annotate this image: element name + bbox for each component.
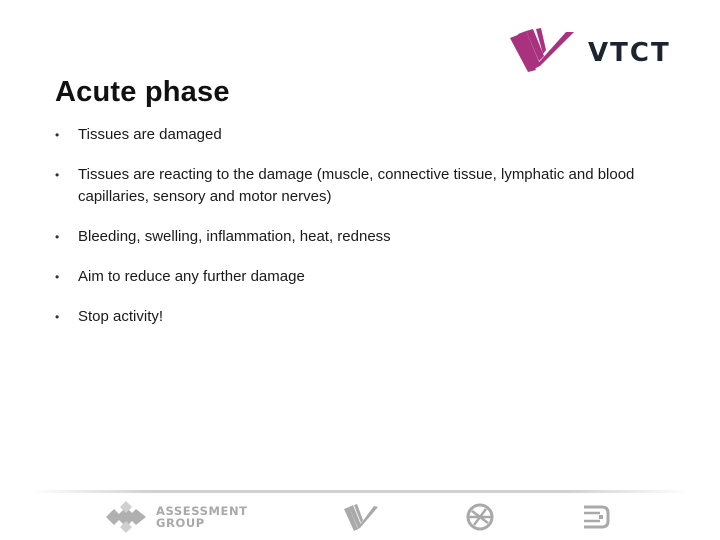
bullet-mark: • <box>55 128 60 142</box>
assessment-group-name <box>156 505 248 529</box>
bullet-item <box>55 124 665 146</box>
bullet-item <box>55 226 665 248</box>
assessment-group-line1: ASSESSMENT <box>156 504 248 518</box>
globe-icon <box>464 501 496 533</box>
bullet-text: Stop activity! <box>78 308 164 325</box>
bullet-text: Bleeding, swelling, inflammation, heat, redness <box>78 228 391 245</box>
assessment-group-line2: GROUP <box>156 516 205 530</box>
globe-footer-logo <box>464 501 496 538</box>
bullet-mark: • <box>55 168 60 182</box>
bullet-mark: • <box>55 310 60 324</box>
vtct-footer-logo <box>343 501 379 538</box>
assessment-group-logo <box>104 500 248 534</box>
badge-footer-logo <box>580 501 612 538</box>
bullet-text: Tissues are damaged <box>78 126 222 143</box>
qualification-badge-icon <box>580 501 612 533</box>
footer <box>0 498 720 538</box>
bullet-item <box>55 266 665 288</box>
bullet-text: Aim to reduce any further damage <box>78 268 305 285</box>
vtct-brand-text: VTCT <box>588 38 671 68</box>
vtct-logo-mark-icon <box>510 26 675 76</box>
footer-divider <box>30 490 690 493</box>
assessment-group-icon <box>104 501 148 533</box>
bullet-item <box>55 164 665 208</box>
vtct-mark-icon <box>343 501 379 533</box>
bullet-text: Tissues are reacting to the damage (muscle, connective tissue, lymphatic and blood capillaries, sensory and motor nerves) <box>78 166 635 205</box>
bullet-mark: • <box>55 230 60 244</box>
vtct-logo <box>510 26 675 76</box>
bullet-item <box>55 306 665 328</box>
bullet-mark: • <box>55 270 60 284</box>
bullet-list <box>55 124 665 346</box>
slide-title: Acute phase <box>55 76 230 108</box>
